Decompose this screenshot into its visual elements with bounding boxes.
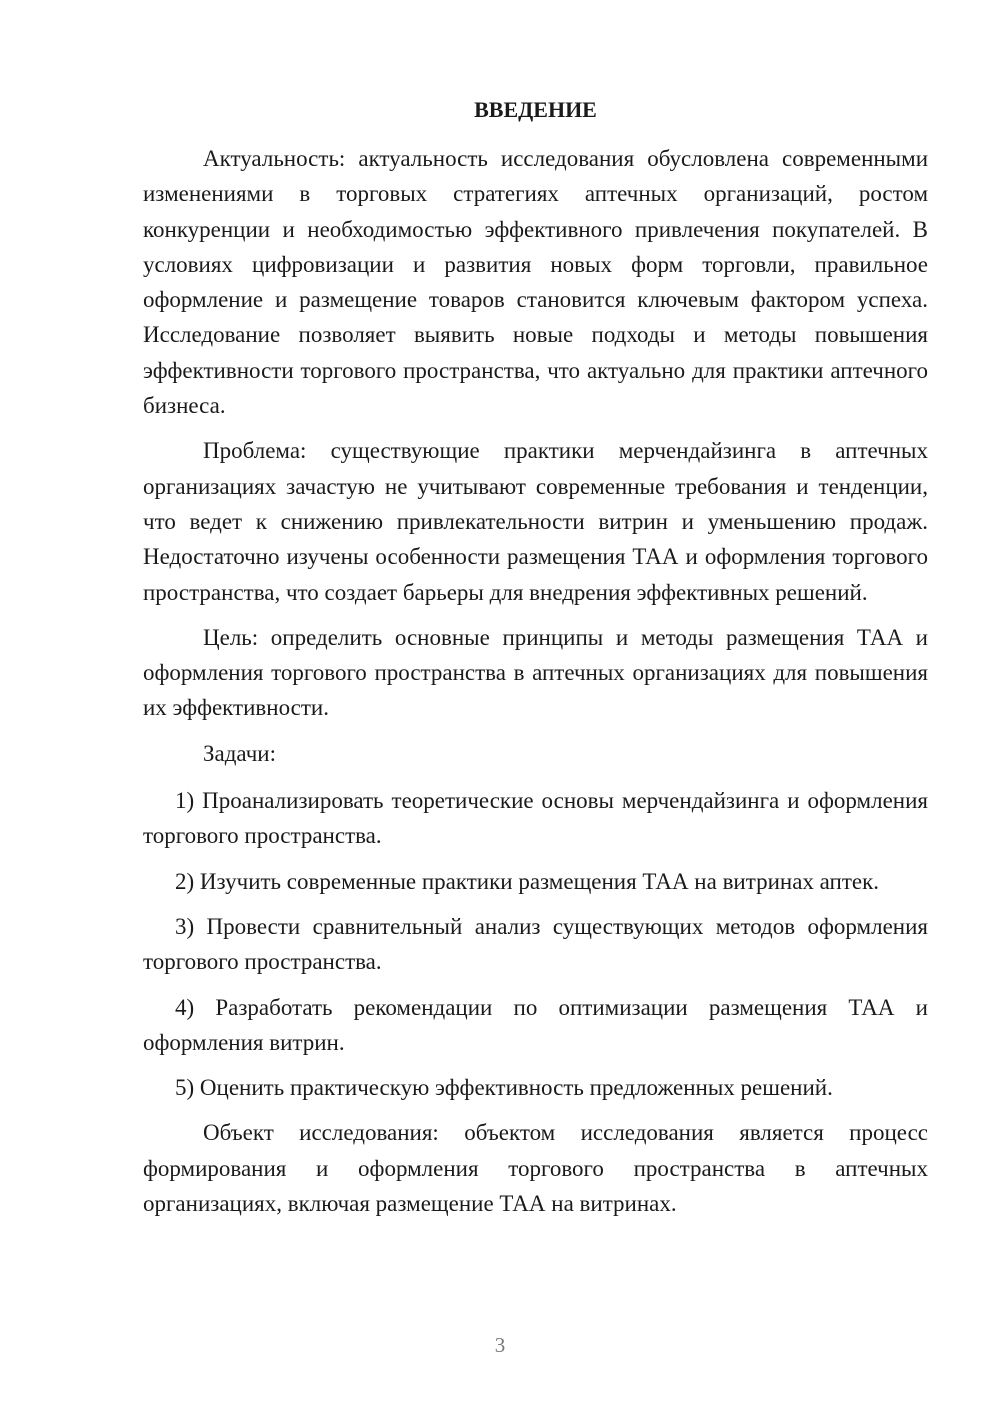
page-number: 3 [494,1333,506,1357]
paragraph-relevance: Актуальность: актуальность исследования обусловлена современными изменениями в торговых стратегиях аптечных организаций, ростом конкуренции и необходимостью эффективного привлечения покупателей. В условиях цифровизации и развития новых форм торговли, правильное оформление и размещение товаров становится ключевым фактором успеха. Исследование позволяет выявить новые подходы и методы повышения эффективности торгового пространства, что актуально для практики аптечного бизнеса. [143,146,928,419]
task-item-1: 1) Проанализировать теоретические основы мерчендайзинга и оформления торгового пространства. [143,788,928,849]
page-body [143,92,928,1231]
tasks-label: Задачи: [203,740,276,766]
task-item-5: 5) Оценить практическую эффективность предложенных решений. [175,1075,833,1101]
paragraph-object: Объект исследования: объектом исследования является процесс формирования и оформления торгового пространства в аптечных организациях, включая размещение ТАА на витринах. [143,1120,928,1217]
section-title: ВВЕДЕНИЕ [474,97,597,122]
task-item-4: 4) Разработать рекомендации по оптимизации размещения ТАА и оформления витрин. [143,994,928,1055]
task-item-3: 3) Провести сравнительный анализ существующих методов оформления торгового пространства. [143,913,928,975]
paragraph-goal: Цель: определить основные принципы и методы размещения ТАА и оформления торгового пространства в аптечных организациях для повышения их эффективности. [143,624,928,721]
task-item-2: 2) Изучить современные практики размещения ТАА на витринах аптек. [175,868,880,894]
paragraph-problem: Проблема: существующие практики мерчендайзинга в аптечных организациях зачастую не учитывают современные требования и тенденции, что ведет к снижению привлекательности витрин и уменьшению продаж. Недостаточно изучены особенности размещения ТАА и оформления торгового пространства, что создает барьеры для внедрения эффективных решений. [143,438,928,605]
